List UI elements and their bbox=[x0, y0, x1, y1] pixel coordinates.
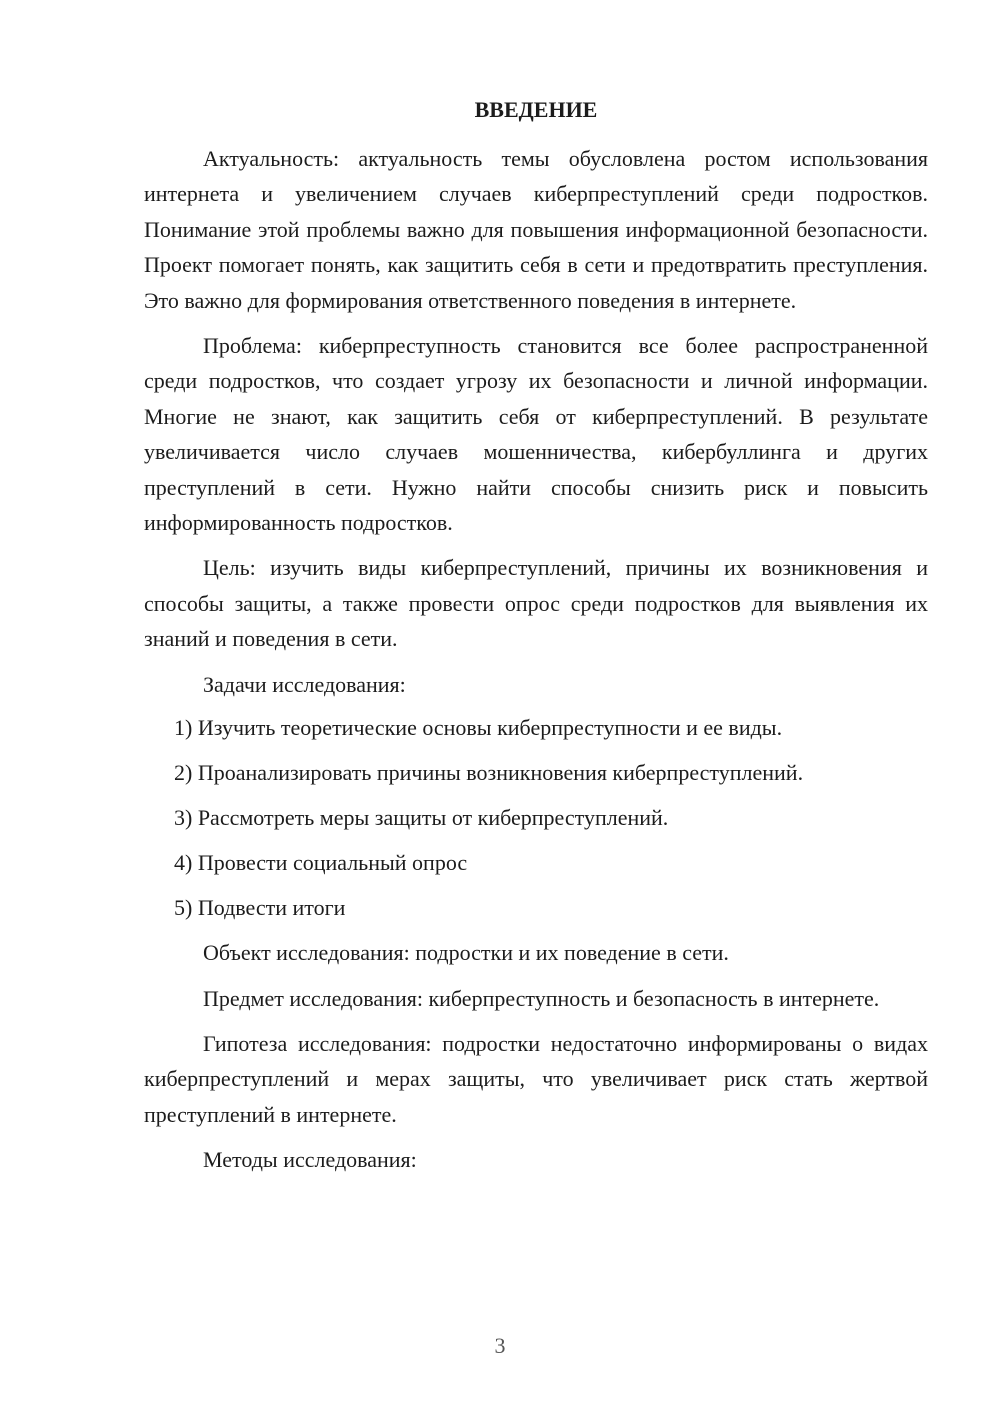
relevance-paragraph: Актуальность: актуальность темы обусловлена ростом использования интернета и увеличением случаев киберпреступлений среди подростков. Понимание этой проблемы важно для повышения информационной безопасности. Проект помогает понять, как защитить себя в сети и предотвратить преступления. Это важно для формирования ответственного поведения в интернете. bbox=[144, 146, 928, 313]
page-title: ВВЕДЕНИЕ bbox=[474, 97, 598, 122]
task-item: 4) Провести социальный опрос bbox=[174, 850, 468, 876]
hypothesis-paragraph: Гипотеза исследования: подростки недостаточно информированы о видах киберпреступлений и мерах защиты, что увеличивает риск стать жертвой преступлений в интернете. bbox=[144, 1030, 928, 1127]
page-number: 3 bbox=[494, 1333, 506, 1358]
tasks-list bbox=[144, 710, 928, 925]
tasks-heading: Задачи исследования: bbox=[203, 671, 406, 697]
goal-paragraph: Цель: изучить виды киберпреступлений, причины их возникновения и способы защиты, а также провести опрос среди подростков для выявления их знаний и поведения в сети. bbox=[144, 555, 928, 652]
task-item: 1) Изучить теоретические основы киберпреступности и ее виды. bbox=[174, 715, 783, 741]
task-item: 3) Рассмотреть меры защиты от киберпреступлений. bbox=[174, 805, 669, 831]
task-item: 5) Подвести итоги bbox=[174, 895, 346, 921]
object-paragraph: Объект исследования: подростки и их поведение в сети. bbox=[203, 940, 729, 966]
page-content bbox=[144, 92, 928, 1178]
task-item: 2) Проанализировать причины возникновения киберпреступлений. bbox=[174, 760, 804, 786]
problem-paragraph: Проблема: киберпреступность становится все более распространенной среди подростков, что создает угрозу их безопасности и личной информации. Многие не знают, как защитить себя от киберпреступлений. В результате увеличивается число случаев мошенничества, кибербуллинга и других преступлений в сети. Нужно найти способы снизить риск и повысить информированность подростков. bbox=[144, 333, 928, 536]
methods-heading: Методы исследования: bbox=[203, 1147, 417, 1173]
subject-paragraph: Предмет исследования: киберпреступность и безопасность в интернете. bbox=[203, 985, 880, 1011]
